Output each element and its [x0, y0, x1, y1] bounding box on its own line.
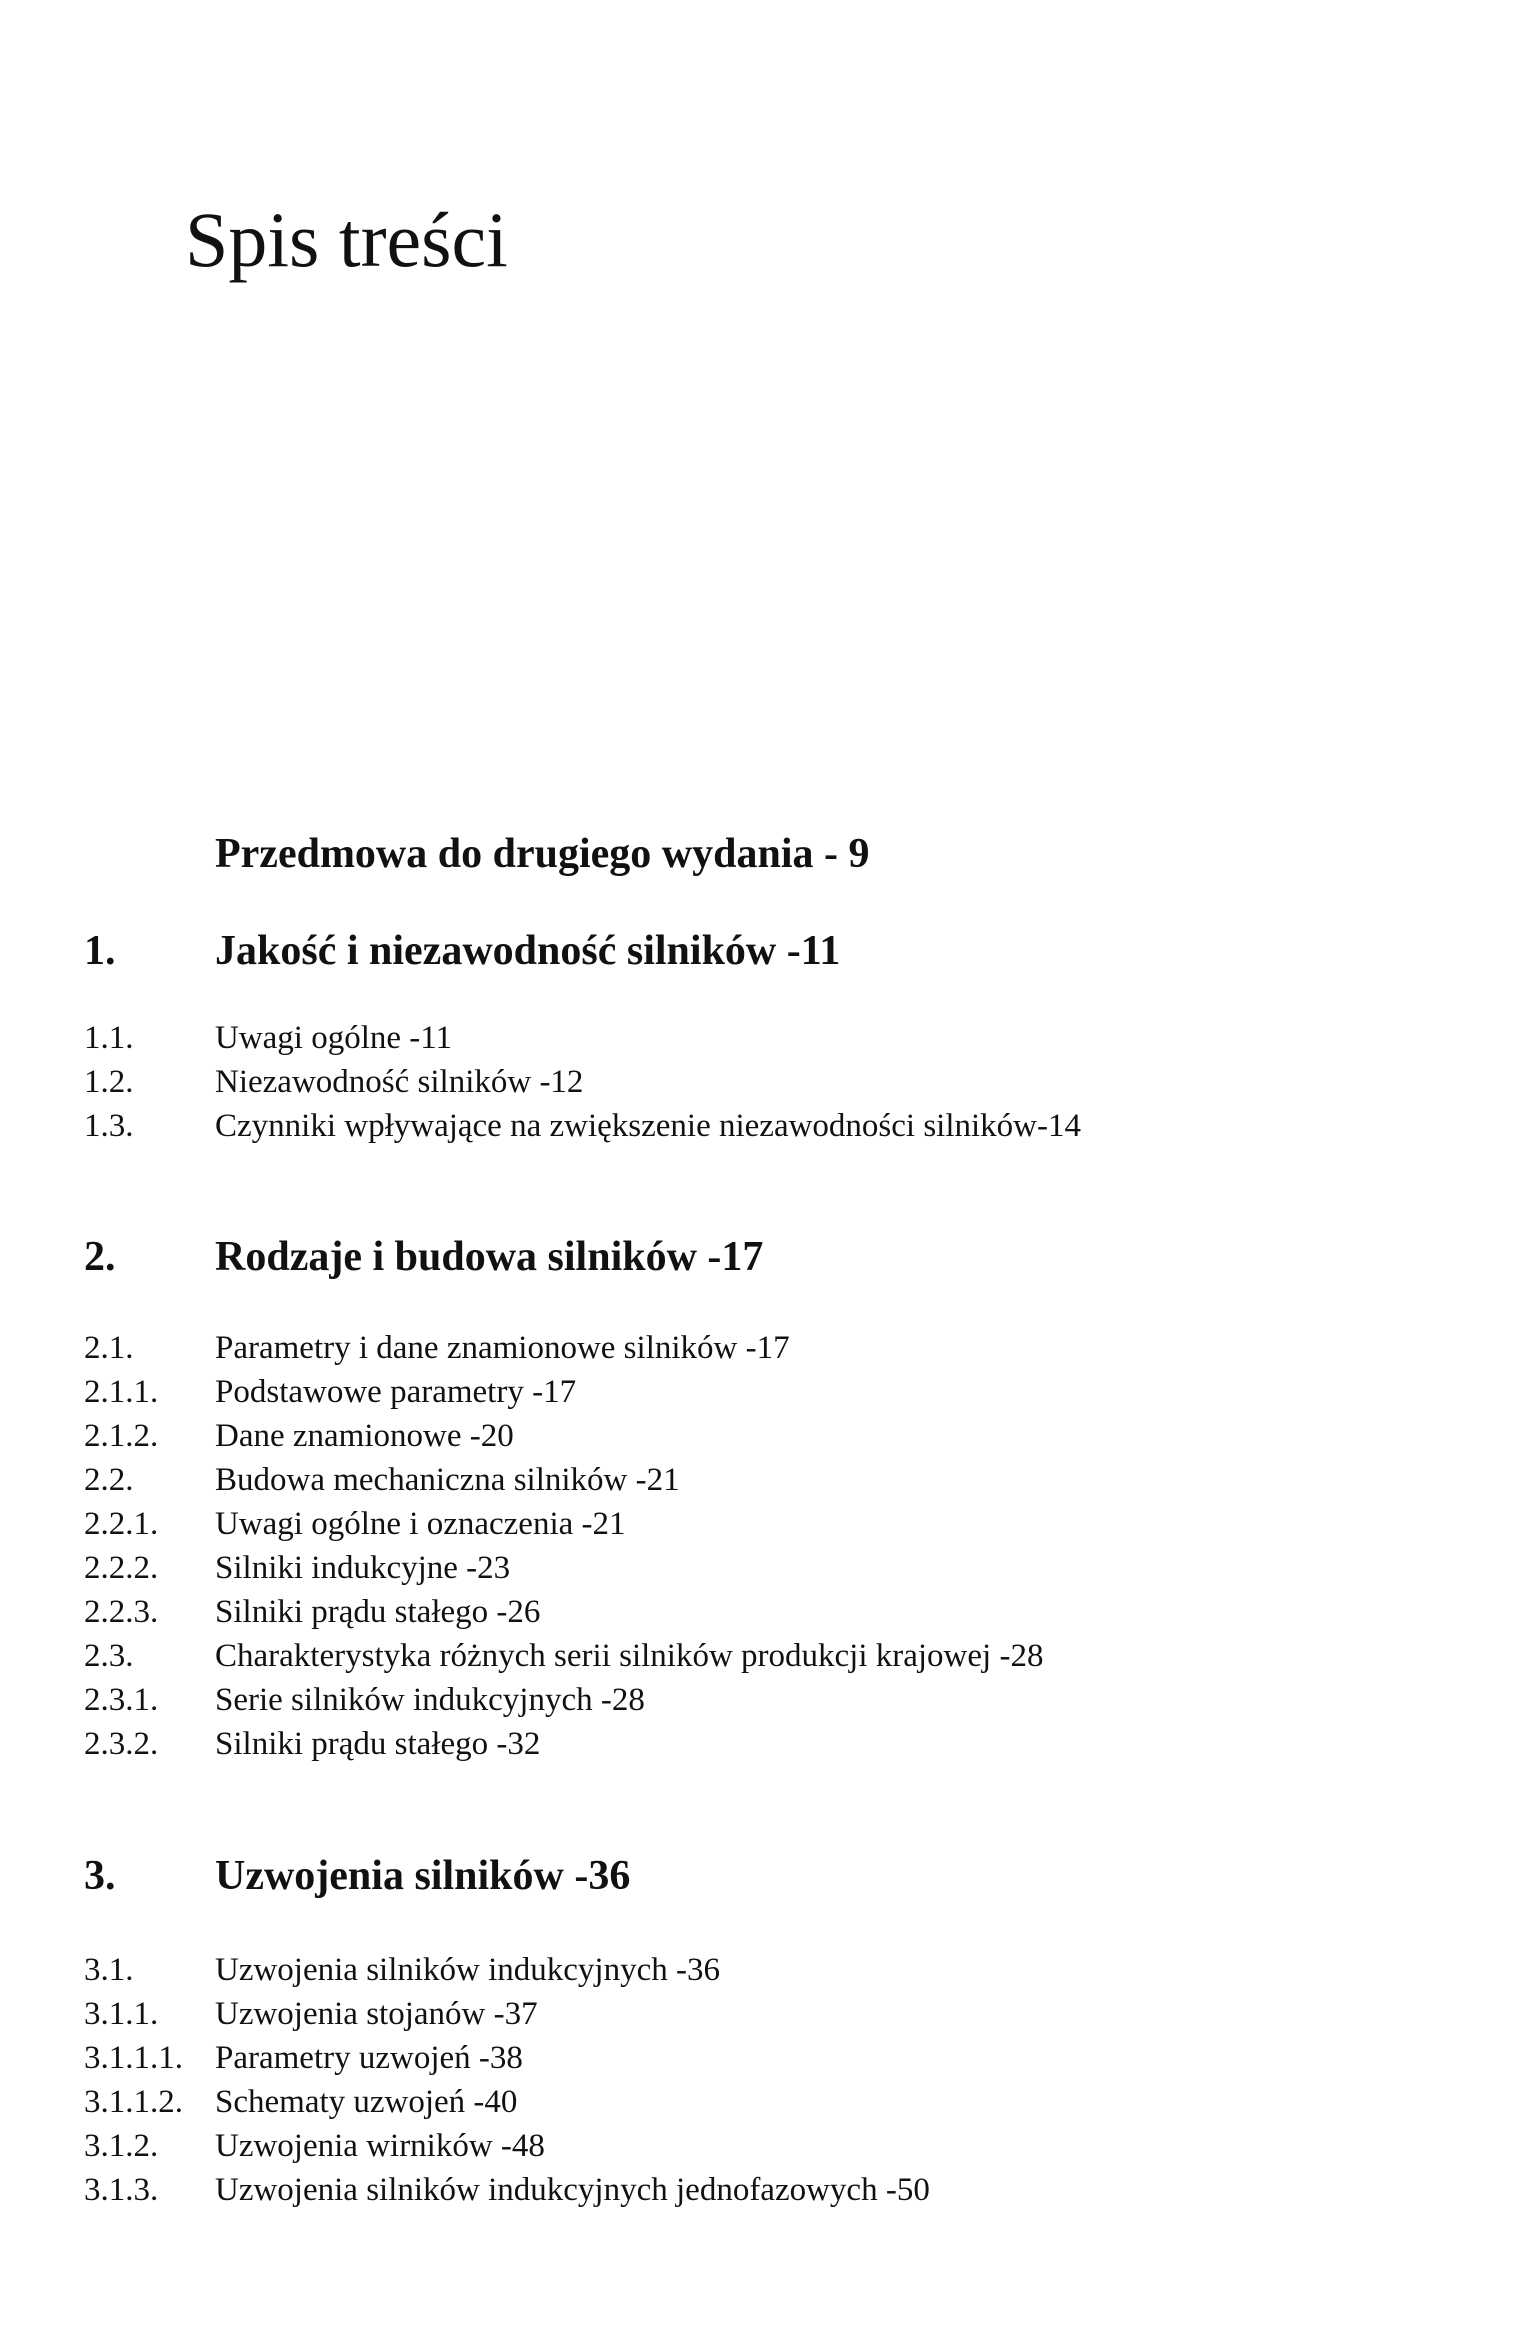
entry-number: 3.1.3.: [84, 2172, 159, 2208]
entry-text: Schematy uzwojeń -40: [215, 2084, 518, 2120]
entry-text: Budowa mechaniczna silników -21: [215, 1462, 680, 1498]
entry-number: 2.3.: [84, 1638, 134, 1674]
entry-text: Silniki prądu stałego -32: [215, 1726, 541, 1762]
page-title: Spis treści: [185, 196, 508, 283]
entry-number: 2.2.1.: [84, 1506, 159, 1542]
entry-text: Niezawodność silników -12: [215, 1064, 584, 1100]
entry-number: 2.3.2.: [84, 1726, 159, 1762]
entry-text: Uzwojenia silników indukcyjnych jednofazowych -50: [215, 2172, 930, 2208]
entry-number: 3.1.2.: [84, 2128, 159, 2164]
entry-text: Uzwojenia wirników -48: [215, 2128, 545, 2164]
entry-number: 1.3.: [84, 1108, 134, 1144]
entry-text: Parametry uzwojeń -38: [215, 2040, 523, 2076]
entry-text: Uzwojenia silników indukcyjnych -36: [215, 1952, 720, 1988]
entry-number: 1.1.: [84, 1020, 134, 1056]
entry-number: 2.1.1.: [84, 1374, 159, 1410]
entry-text: Serie silników indukcyjnych -28: [215, 1682, 645, 1718]
chapter-title: Uzwojenia silników -36: [215, 1853, 631, 1899]
chapter-title: Rodzaje i budowa silników -17: [215, 1234, 764, 1280]
chapter-number: 1.: [84, 928, 116, 974]
entry-text: Uwagi ogólne i oznaczenia -21: [215, 1506, 626, 1542]
entry-text: Parametry i dane znamionowe silników -17: [215, 1330, 790, 1366]
entry-number: 3.1.1.2.: [84, 2084, 183, 2120]
entry-number: 3.1.1.1.: [84, 2040, 183, 2076]
entry-text: Podstawowe parametry -17: [215, 1374, 577, 1410]
entry-text: Silniki prądu stałego -26: [215, 1594, 541, 1630]
entry-number: 3.1.1.: [84, 1996, 159, 2032]
entry-text: Dane znamionowe -20: [215, 1418, 514, 1454]
entry-number: 2.3.1.: [84, 1682, 159, 1718]
entry-number: 3.1.: [84, 1952, 134, 1988]
chapter-number: 2.: [84, 1234, 116, 1280]
entry-number: 2.2.3.: [84, 1594, 159, 1630]
entry-text: Uzwojenia stojanów -37: [215, 1996, 538, 2032]
entry-text: Czynniki wpływające na zwiększenie niezawodności silników-14: [215, 1108, 1081, 1144]
entry-number: 2.1.: [84, 1330, 134, 1366]
entry-number: 2.2.: [84, 1462, 134, 1498]
entry-text: Uwagi ogólne -11: [215, 1020, 453, 1056]
preface-entry: Przedmowa do drugiego wydania - 9: [215, 831, 870, 877]
entry-text: Silniki indukcyjne -23: [215, 1550, 511, 1586]
chapter-number: 3.: [84, 1853, 116, 1899]
entry-number: 1.2.: [84, 1064, 134, 1100]
entry-number: 2.1.2.: [84, 1418, 159, 1454]
chapter-title: Jakość i niezawodność silników -11: [215, 928, 841, 974]
entry-number: 2.2.2.: [84, 1550, 159, 1586]
entry-text: Charakterystyka różnych serii silników produkcji krajowej -28: [215, 1638, 1044, 1674]
